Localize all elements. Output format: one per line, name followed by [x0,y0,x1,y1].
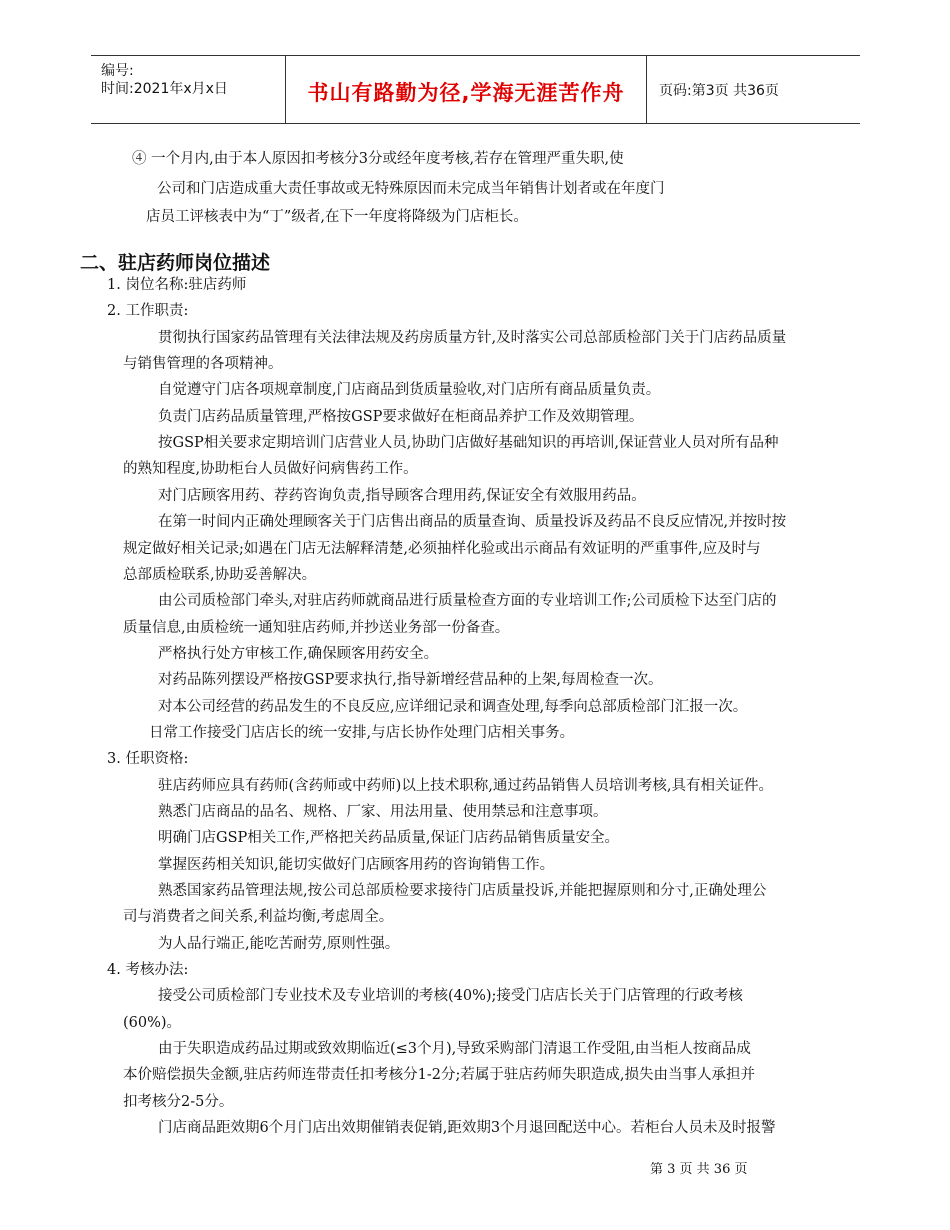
header-motto: 书山有路勤为径,学海无涯苦作舟 [307,81,625,105]
body-line: 的熟知程度,协助柜台人员做好问病售药工作。 [123,461,418,477]
body-line: 自觉遵守门店各项规章制度,门店商品到货质量验收,对门店所有商品质量负责。 [158,382,661,398]
page-footer: 第 3 页 共 36 页 [650,1162,748,1177]
body-line: 熟悉门店商品的品名、规格、厂家、用法用量、使用禁忌和注意事项。 [158,804,608,820]
intro-line: 店员工评核表中为“丁”级者,在下一年度将降级为门店柜长。 [146,209,528,225]
body-line: 扣考核分2-5分。 [123,1094,234,1110]
intro-line: ④ 一个月内,由于本人原因扣考核分3分或经年度考核,若存在管理严重失职,使 [132,151,624,167]
body-line: 门店商品距效期6个月门店出效期催销表促销,距效期3个月退回配送中心。若柜台人员未及时报警 [158,1120,776,1136]
document-time-label: 时间:2021年x月x日 [101,81,228,97]
body-line: 对本公司经营的药品发生的不良反应,应详细记录和调查处理,每季向总部质检部门汇报一次。 [158,699,748,715]
body-line: 本价赔偿损失金额,驻店药师连带责任扣考核分1-2分;若属于驻店药师失职造成,损失由当事人承担并 [123,1067,755,1083]
body-line: 负责门店药品质量管理,严格按GSP要求做好在柜商品养护工作及效期管理。 [158,409,644,425]
body-line: 由公司质检部门牵头,对驻店药师就商品进行质量检查方面的专业培训工作;公司质检下达至门店的 [158,593,777,609]
body-line: 在第一时间内正确处理顾客关于门店售出商品的质量查询、质量投诉及药品不良反应情况,并按时按 [158,514,787,530]
body-line: 与销售管理的各项精神。 [123,356,283,372]
document-number-label: 编号: [101,63,134,79]
body-line: 由于失职造成药品过期或致效期临近(≤3个月),导致采购部门清退工作受阻,由当柜人按商品成 [158,1041,751,1057]
body-line: 驻店药师应具有药师(含药师或中药师)以上技术职称,通过药品销售人员培训考核,具有相关证件。 [158,778,774,794]
list-item-title: 3. 任职资格: [107,751,189,767]
body-line: (60%)。 [123,1015,182,1031]
page-header [91,55,860,124]
body-line: 接受公司质检部门专业技术及专业培训的考核(40%);接受门店店长关于门店管理的行政考核 [158,988,743,1004]
body-line: 总部质检联系,协助妥善解决。 [123,567,317,583]
body-line: 按GSP相关要求定期培训门店营业人员,协助门店做好基础知识的再培训,保证营业人员对所有品种 [158,435,779,451]
body-line: 掌握医药相关知识,能切实做好门店顾客用药的咨询销售工作。 [158,857,555,873]
list-item-title: 1. 岗位名称:驻店药师 [107,277,247,293]
section-heading: 二、驻店药师岗位描述 [80,252,271,274]
body-line: 严格执行处方审核工作,确保顾客用药安全。 [158,646,439,662]
header-meta-cell [91,56,286,123]
intro-line: 公司和门店造成重大责任事故或无特殊原因而未完成当年销售计划者或在年度门 [157,181,665,197]
body-line: 司与消费者之间关系,利益均衡,考虑周全。 [123,909,394,925]
body-line: 熟悉国家药品管理法规,按公司总部质检要求接待门店质量投诉,并能把握原则和分寸,正确处理公 [158,883,767,899]
header-page-cell [647,56,860,123]
body-line: 质量信息,由质检统一通知驻店药师,并抄送业务部一份备查。 [123,620,510,636]
body-line: 日常工作接受门店店长的统一安排,与店长协作处理门店相关事务。 [149,725,575,741]
list-item-title: 4. 考核办法: [107,962,189,978]
body-line: 贯彻执行国家药品管理有关法律法规及药房质量方针,及时落实公司总部质检部门关于门店药品质量 [158,330,787,346]
body-line: 对药品陈列摆设严格按GSP要求执行,指导新增经营品种的上架,每周检查一次。 [158,672,663,688]
header-page-info: 页码:第3页 共36页 [659,83,779,99]
body-line: 规定做好相关记录;如遇在门店无法解释清楚,必须抽样化验或出示商品有效证明的严重事件,应及时与 [123,541,761,557]
header-motto-cell [286,56,647,123]
list-item-title: 2. 工作职责: [107,303,189,319]
body-line: 为人品行端正,能吃苦耐劳,原则性强。 [158,936,400,952]
body-line: 明确门店GSP相关工作,严格把关药品质量,保证门店药品销售质量安全。 [158,830,619,846]
body-line: 对门店顾客用药、荐药咨询负责,指导顾客合理用药,保证安全有效服用药品。 [158,488,646,504]
